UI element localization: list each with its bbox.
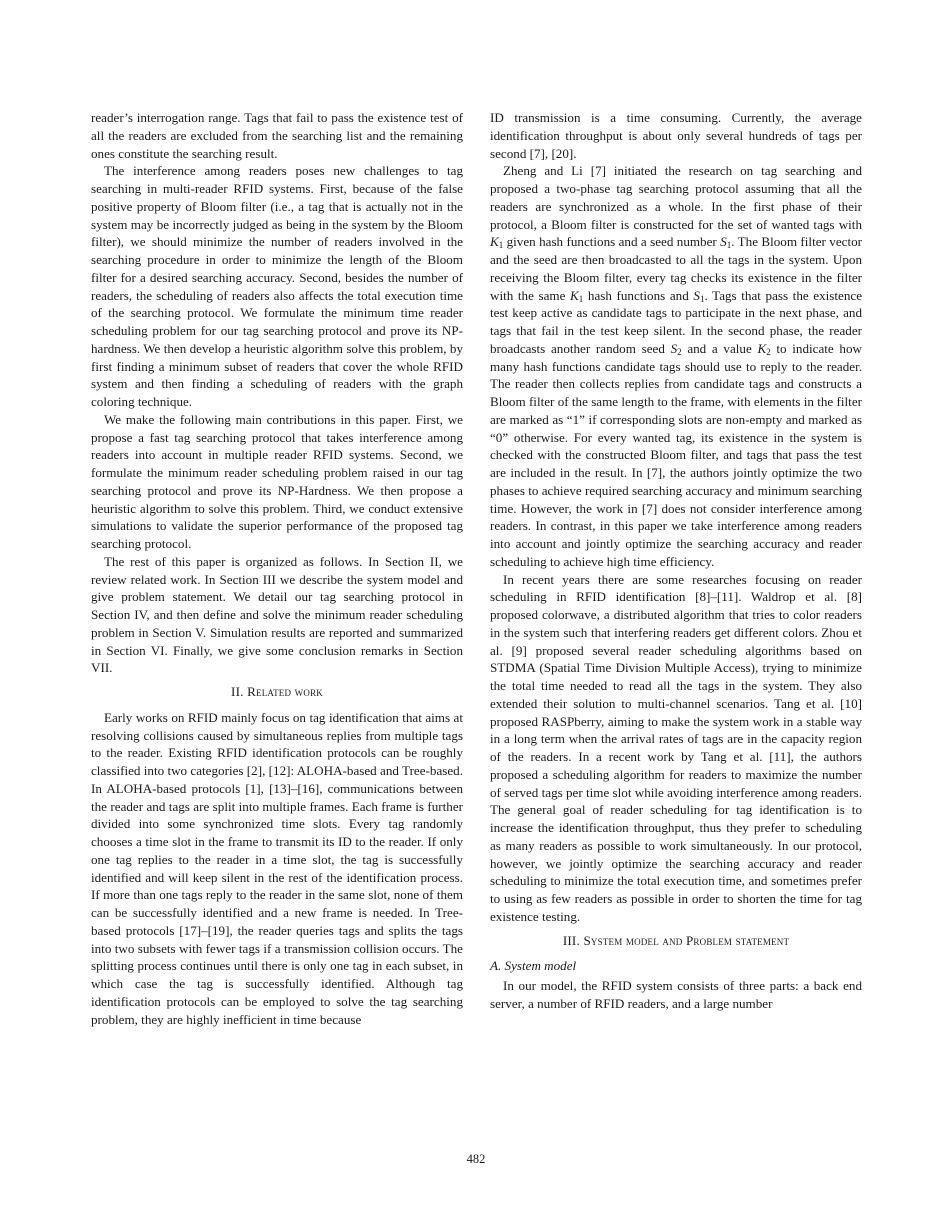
- paragraph: ID transmission is a time consuming. Currently, the average identification throughput is about only several hundreds of tags per second [7], [20].: [490, 110, 862, 161]
- math-subscript: 2: [766, 346, 771, 357]
- text-run: . The Bloom filter vector and the seed are then broadcasted to all the tags in the system. Upon receiving the Bloom filter, every tag checks its existence in the filter with the same: [490, 234, 862, 303]
- math-symbol: [757, 341, 770, 356]
- math-subscript: 1: [699, 293, 705, 304]
- math-letter: K: [757, 340, 767, 356]
- math-symbol: [570, 288, 583, 303]
- math-letter: S: [720, 234, 727, 250]
- math-subscript: 1: [498, 240, 504, 251]
- right-column: [490, 109, 862, 1013]
- paragraph: reader’s interrogation range. Tags that fail to pass the existence test of all the readers are excluded from the searching list and the remaining ones constitute the searching result.: [91, 110, 463, 161]
- paragraph: The rest of this paper is organized as follows. In Section II, we review related work. In Section III we describe the system model and give problem statement. We detail our tag searching protocol in Section IV, and then define and solve the minimum reader scheduling problem in Section V. Simulation results are reported and summarized in Section VI. Finally, we give some conclusion remarks in Section VII.: [91, 553, 463, 676]
- text-run: and a value: [681, 340, 758, 356]
- text-run: . Tags that pass the existence test keep active as candidate tags to participate in the next phase, and tags that fail in the test keep silent. In the second phase, the reader broadcasts another random seed: [490, 287, 863, 356]
- paragraph: In our model, the RFID system consists of three parts: a back end server, a number of RFID readers, and a large number: [490, 978, 862, 1011]
- subsection-heading: A. System model: [490, 958, 577, 974]
- math-symbol: [693, 288, 704, 303]
- math-subscript: 2: [677, 346, 682, 357]
- text-run: given hash functions and a seed number: [503, 234, 721, 250]
- text-run: to indicate how many hash functions candidate tags should use to reply to the reader. The reader then collects replies from candidate tags and constructs a Bloom filter of the same length to the frame, with elements in the filter are marked as “1” if corresponding slots are non-empty and marked as “0” otherwise. For every wanted tag, its existence in the system is checked with the constructed Bloom filter, and tags that pass the test are included in the result. In [7], the authors jointly optimize the two phases to achieve required searching accuracy and minimum searching time. However, the work in [7] does not consider interference among readers. In contrast, in this paper we take interference among readers into account and jointly optimize the searching accuracy and reader scheduling to achieve high time efficiency.: [490, 340, 862, 569]
- math-symbol: [720, 234, 731, 249]
- left-column: [91, 109, 463, 1028]
- math-letter: S: [693, 287, 700, 303]
- paragraph: [490, 162, 862, 570]
- text-run: Zheng and Li [7] initiated the research on tag searching and proposed a two-phase tag searching protocol assuming that all the readers are synchronized as a whole. In the first phase of their protocol, a Bloom filter is constructed for the set of wanted tags with: [490, 163, 862, 232]
- paragraph: We make the following main contributions in this paper. First, we propose a fast tag searching protocol that takes interference among readers into account in multiple reader RFID systems. Second, we formulate the minimum reader scheduling problem raised in our tag searching protocol and prove its NP-Hardness. We then propose a heuristic algorithm to solve this problem. Third, we conduct extensive simulations to validate the superior performance of the proposed tag searching protocol.: [91, 411, 463, 551]
- math-symbol: [671, 341, 682, 356]
- math-letter: S: [670, 340, 678, 356]
- text-run: hash functions and: [583, 287, 694, 303]
- paragraph: Early works on RFID mainly focus on tag identification that aims at resolving collisions caused by simultaneous replies from multiple tags to the reader. Existing RFID identification protocols can be roughly classified into two categories [2], [12]: ALOHA-based and Tree-based. In ALOHA-based protocols [1], [13]–[16], communications between the reader and tags are split into multiple frames. Each frame is further divided into some synchronized time slots. Every tag randomly chooses a time slot in the frame to transmit its ID to the reader. If only one tag replies to the reader in a time slot, the tag is successfully identified and will keep silent in the rest of the identification process. If more than one tags reply to the reader in the same slot, none of them can be successfully identified and a new frame is needed. In Tree-based protocols [17]–[19], the reader queries tags and splits the tags into two subsets with fewer tags if a transmission collision occurs. The splitting process continues until there is only one tag in each subset, in which case the tag is successfully identified. Although tag identification protocols can be employed to solve the tag searching problem, they are highly inefficient in time because: [91, 709, 463, 1027]
- math-letter: K: [490, 234, 499, 250]
- paragraph: The interference among readers poses new challenges to tag searching in multi-reader RFID systems. First, because of the false positive property of Bloom filter (i.e., a tag that is actually not in the system may be incorrectly judged as being in the system by the Bloom filter), we should minimize the number of readers involved in the searching procedure in order to minimize the length of the Bloom filter for a desired searching accuracy. Second, besides the number of readers, the scheduling of readers also affects the total execution time of the searching protocol. We formulate the minimum time reader scheduling problem for our tag searching protocol and prove its NP-hardness. We then develop a heuristic algorithm solve this problem, by first finding a minimum subset of readers that cover the whole RFID system and then finding a scheduling of readers with the graph coloring technique.: [91, 163, 463, 409]
- math-subscript: 1: [726, 240, 732, 251]
- section-heading: II. Related work: [231, 684, 323, 699]
- paragraph: In recent years there are some researches focusing on reader scheduling in RFID identification [8]–[11]. Waldrop et al. [8] proposed colorwave, a distributed algorithm that tries to color readers in the system such that interfering readers get different colors. Zhou et al. [9] proposed several reader scheduling algorithms based on STDMA (Spatial Time Division Multiple Access), trying to minimize the total time needed to read all the tags in the system. They also extended their solution to multi-channel scenarios. Tang et al. [10] proposed RASPberry, aiming to make the system work in a stable way in a long term when the arrival rates of tags are in the capacity region of the readers. In a recent work by Tang et al. [11], the authors proposed a scheduling algorithm for readers to maximize the number of served tags per time slot while avoiding interference among readers. The general goal of reader scheduling for tag identification is to increase the identification throughput, thus they prefer to scheduling as many readers as possible to work simultaneously. In our protocol, however, we jointly optimize the searching accuracy and reader scheduling to minimize the total execution time, and sometimes prefer to using as few readers as possible in order to shorten the time for tag existence testing.: [490, 571, 862, 924]
- page-number: 482: [466, 1152, 486, 1166]
- math-subscript: 1: [578, 293, 584, 304]
- math-letter: K: [570, 287, 579, 303]
- math-symbol: [490, 234, 503, 249]
- section-heading: III. System model and Problem statement: [562, 932, 790, 948]
